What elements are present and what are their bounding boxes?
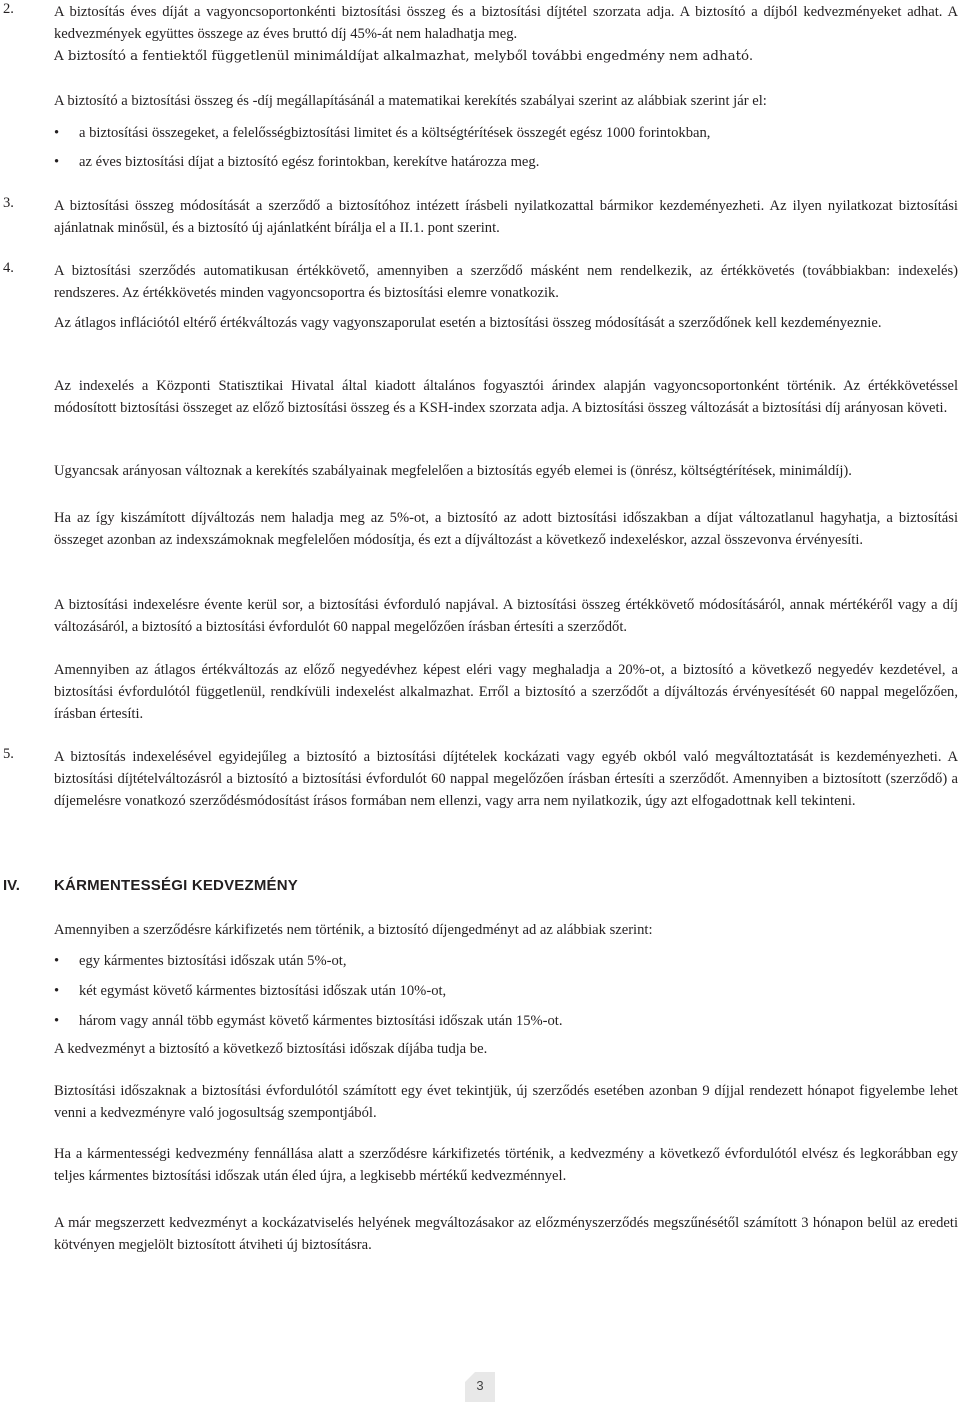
section-title: KÁRMENTESSÉGI KEDVEZMÉNY <box>54 877 298 894</box>
bullet-icon: • <box>54 1013 60 1029</box>
list-item <box>54 122 958 144</box>
bullet-icon: • <box>54 125 60 141</box>
list-item-2 <box>3 1 958 45</box>
list-item <box>54 1010 958 1032</box>
paragraph: A biztosítási szerződés automatikusan értékkövető, amennyiben a szerződő másként nem rendelkezik, az értékkövetés (továbbiakban: indexelés) rendszeres. Az értékkövetés minden vagyoncsoportra és biztosítási elemre vonatkozik. <box>54 263 958 301</box>
paragraph: A biztosítás éves díját a vagyoncsoportonkénti biztosítási összeg és a biztosítási díjtétel szorzata adja. A biztosító a díjból kedvezményeket adhat. A kedvezmények együttes összege az éves bruttó díj 45%-át nem haladhatja meg. <box>54 4 958 42</box>
item-number: 3. <box>3 195 14 211</box>
list-item-3 <box>3 195 958 239</box>
list-item <box>54 980 958 1002</box>
list-item <box>54 950 958 972</box>
bullet-text: három vagy annál több egymást követő kármentes biztosítási időszak után 15%-ot. <box>79 1013 563 1029</box>
paragraph: Ha az így kiszámított díjváltozás nem haladja meg az 5%-ot, a biztosító az adott biztosítási időszakban a díjat változatlanul hagyhatja, a biztosítási összeget azonban az indexszámoknak megfelelően módosítja, és ezt a díjváltozást a következő indexeléskor, azzal összevonva érvényesíti. <box>54 510 958 548</box>
page-number: 3 <box>476 1378 484 1393</box>
paragraph: Amennyiben az átlagos értékváltozás az előző negyedévhez képest eléri vagy meghaladja a 20%-ot, a biztosító a következő negyedév kezdetével, a biztosítási évfordulótól függetlenül, rendkívüli indexelést alkalmazhat. Erről a biztosító a szerződőt a díjváltozás érvényesítését 60 nappal megelőzően, írásban értesíti. <box>54 662 958 722</box>
item-number: 2. <box>3 1 14 17</box>
paragraph: Az indexelés a Központi Statisztikai Hivatal által kiadott általános fogyasztói árindex alapján vagyoncsoportonként történik. Az értékkövetéssel módosított biztosítási összeget az előző biztosítási összeg és a KSH-index szorzata adja. A biztosítási összeg változását a biztosítási díj arányosan követi. <box>54 378 958 416</box>
paragraph: A biztosítási indexelésre évente kerül sor, a biztosítási évforduló napjával. A biztosítási összeg értékkövető módosításáról, annak mértékéről vagy a díj változásáról, a biztosító a biztosítási évfordulót 60 nappal megelőzően írásban értesíti a szerződőt. <box>54 597 958 635</box>
paragraph: A biztosító a biztosítási összeg és -díj megállapításánál a matematikai kerekítés szabályai szerint az alábbiak szerint jár el: <box>54 93 767 109</box>
paragraph: Ugyancsak arányosan változnak a kerekítés szabályainak megfelelően a biztosítás egyéb elemei is (önrész, költségtérítések, minimáldíj). <box>54 463 852 479</box>
bullet-icon: • <box>54 983 60 999</box>
item-number: 4. <box>3 260 14 276</box>
bullet-text: két egymást követő kármentes biztosítási időszak után 10%-ot, <box>79 983 447 999</box>
paragraph: A biztosító a fentiektől függetlenül minimáldíjat alkalmazhat, melyből további engedmény nem adható. <box>54 49 754 64</box>
bullet-icon: • <box>54 953 60 969</box>
list-item-5 <box>3 746 958 812</box>
paragraph: Biztosítási időszaknak a biztosítási évfordulótól számított egy évet tekintjük, új szerződés esetében azonban 9 díjjal rendezett hónapot figyelembe lehet venni a kedvezményre való jogosultság szempontjából. <box>54 1083 958 1121</box>
bullet-text: egy kármentes biztosítási időszak után 5%-ot, <box>79 953 347 969</box>
paragraph: A már megszerzett kedvezményt a kockázatviselés helyének megváltozásakor az előzménysz​erződés megszűnésétől számított 3 hónapon belül az eredeti kötvényen megjelölt biztosított átviheti új biztosításra. <box>54 1215 958 1253</box>
paragraph: Az átlagos inflációtól eltérő értékváltozás vagy vagyonszaporulat esetén a biztosítási összeg módosítását a szerződőnek kell kezdeményeznie. <box>54 315 882 331</box>
paragraph: Amennyiben a szerződésre kárkifizetés nem történik, a biztosító díjengedményt ad az alábbiak szerint: <box>54 922 653 938</box>
list-item <box>54 151 958 173</box>
bullet-text: a biztosítási összegeket, a felelősségbiztosítási limitet és a költségtérítések összegét egész 1000 forintokban, <box>79 125 711 141</box>
paragraph: Ha a kármentességi kedvezmény fennállása alatt a szerződésre kárkifizetés történik, a kedvezmény a következő évfordulótól elvész és legkorábban egy teljes kármentes biztosítási időszak után éled újra, a legkisebb mértékű kedvezménnyel. <box>54 1146 958 1184</box>
item-number: 5. <box>3 746 14 762</box>
paragraph: A kedvezményt a biztosító a következő biztosítási időszak díjába tudja be. <box>54 1041 488 1057</box>
paragraph: A biztosítás indexelésével egyidejűleg a biztosító a biztosítási díjtételek kockázati vagy egyéb okból való megváltoztatását is kezdeményezheti. A biztosítási díjtételváltozásról a biztosító a biztosítási évfordulót 60 nappal megelőzően írásban értesíti a szerződőt. Amennyiben a biztosított (szerződő) a díjemelésre vonatkozó szerződésmódosítást írásos formában nem ellenzi, vagy arra nem nyilatkozik, úgy azt elfogadottnak kell tekinteni. <box>54 749 958 809</box>
paragraph: A biztosítási összeg módosítását a szerződő a biztosítóhoz intézett írásbeli nyilatkozattal bármikor kezdeményezheti. Az ilyen nyilatkozat biztosítási ajánlatnak minősül, és a biztosító új ajánlatként bírálja el a II.1. pont szerint. <box>54 198 958 236</box>
bullet-text: az éves biztosítási díjat a biztosító egész forintokban, kerekítve határozza meg. <box>79 154 540 170</box>
list-item-4 <box>3 260 958 304</box>
bullet-icon: • <box>54 154 60 170</box>
section-number: IV. <box>3 877 20 894</box>
